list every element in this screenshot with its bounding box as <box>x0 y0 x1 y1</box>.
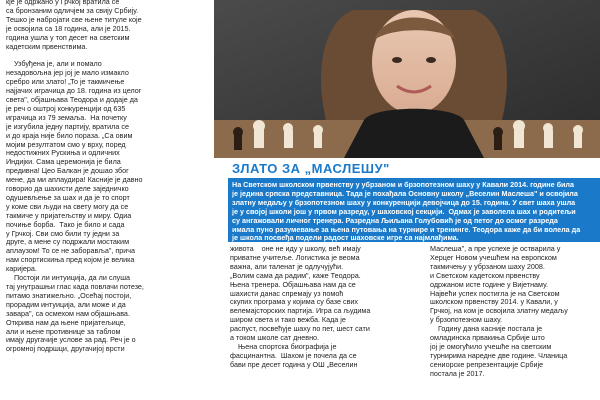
caption-text-line: На Светском школском првенству у убрзаном и брзопотезном шаху у Кавали 2014. године била <box>232 180 574 189</box>
article-text-line: у коме сви људи на свету могу да се <box>6 201 129 211</box>
article-text-line: турнирима наредне две године. Чланица <box>430 350 568 360</box>
article-text-line: живота оне не иду у школу, већ имају <box>230 245 361 253</box>
article-text-line: кадетским првенствима. <box>6 41 88 51</box>
article-text-line: шахисти данас спремају уз помоћ <box>230 288 344 298</box>
article-text-line: јој је омогућило учешће на светским <box>430 341 552 351</box>
article-text-line: Херцег Новом учешћем на европском <box>430 252 557 262</box>
article-text-line: бави пре десет година у ОШ „Веселин <box>230 359 358 369</box>
article-text-line: одржаном исте године у Вијетнаму. <box>430 279 548 289</box>
article-text-line: велемајсторских партија. Игра са људима <box>230 306 371 316</box>
article-text-line: Њена тренера. Објашњава нам да се <box>230 279 356 289</box>
article-text-line: света", објашњава Теодора и додаје да <box>6 94 138 104</box>
article-text-line: са бронзаним одличјем за свију Србију. <box>6 5 139 15</box>
article-text-line: почиње борба. Тако је било и сада <box>6 219 125 229</box>
article-text-line: огромној подршци, другачијој врсти <box>6 344 125 354</box>
caption-text-line: је школа посвеђа подели радост шаховске игре са најмлађима. <box>232 233 459 243</box>
article-text-line: аплаузом! То се не заборавља", прича <box>6 246 136 256</box>
article-text-line: година ушла у топ десет на светским <box>6 32 130 42</box>
article-text-line: скупих програма у којима су базе свих <box>230 297 358 307</box>
article-text-line: говорио да шахисти деле заједничко <box>6 184 129 194</box>
caption-text-line: су ангажовали личног тренера. Разредна Љиљана Голубовић је од петог до осмог разреда <box>232 215 558 225</box>
article-text-line: каријера. <box>6 264 37 274</box>
article-text-line: недостижних Рускиња и одличних <box>6 148 120 158</box>
article-text-line: а током школе сат дневно. <box>230 333 320 343</box>
article-text-line: предивна! Цео Балкан је дошао због <box>6 166 129 176</box>
article-text-line: распуст, посвећује шаху по пет, шест сати <box>230 324 370 334</box>
article-text-line: школском првенству 2014. у Кавали, у <box>430 297 558 307</box>
article-text-line: и Светском кадетском првенству <box>430 270 540 280</box>
article-text-line: Највећи успех постигла је на Светском <box>430 288 560 298</box>
article-text-line: питамо знатижељно. „Осећај постоји, <box>6 290 132 300</box>
article-text-line: Узбуђена је, али и помало <box>6 59 102 69</box>
article-text-line: важна, али таленат је одлучујући. <box>230 261 344 271</box>
article-text-line: нам спортискиња пред којом је велика <box>6 255 135 265</box>
article-text-line: најјачих играчица до 18. година из целог <box>6 86 142 96</box>
article-text-line: у Грчкој. Сви смо били ту једни за <box>6 228 120 238</box>
article-text-line: Тешко је набројати све њене титуле које <box>6 14 142 24</box>
caption-text-line: је једина српска представница. Тада је похађала Основну школу „Веселин Маслеша" и освојила <box>232 188 578 198</box>
photo-caption <box>230 180 600 244</box>
article-text-line: Индијки. Сама церемонија је била <box>6 157 121 167</box>
article-text-line: друге, а мене су подржали мостаким <box>6 237 130 247</box>
article-text-line: завара", са осмехом нам објашњава. <box>6 308 130 318</box>
article-text-line: сениорске репрезентације Србије <box>430 359 544 369</box>
article-headline: ЗЛАТО ЗА „МАСЛЕШУ" <box>232 161 390 176</box>
article-text-line: такмичењу у убрзаном шаху 2008. <box>430 261 545 271</box>
article-text-line: омладинска првакиња Србије што <box>430 333 545 343</box>
article-text-line: такмиче у пријатељству и миру. Одиа <box>6 210 132 220</box>
chess-player-photo <box>214 0 600 158</box>
article-text-line: играчица из 79 земаља. На почетку <box>6 112 127 122</box>
caption-text-line: златну медаљу у брзопотезном шаху у конкуренцији девојчица до 15. година. У свет шаха ушла <box>232 197 576 207</box>
article-text-line: „Волим сама да радим", каже Теодора. <box>230 270 361 280</box>
article-text-line: широм света и тако вежба. Када је <box>230 315 346 325</box>
article-text-line: мојим резултатом смо у врху, поред <box>6 139 126 149</box>
article-right-column <box>430 245 598 400</box>
article-text-line: је освојила са 18 година, али је 2015. <box>6 23 131 33</box>
article-text-line: је изгубила једну партију, вратила се <box>6 121 129 131</box>
article-text-line: одушевљење за шах и да је то спорт <box>6 192 130 202</box>
article-text-line: Открива нам да њене пријатељице, <box>6 317 126 327</box>
article-text-line: прорадим интуиција, али може и да <box>6 299 126 309</box>
article-text-line: Њена спортска биографија је <box>230 341 337 351</box>
article-text-line: постала је 2017. <box>430 368 485 378</box>
caption-text-line: је у својој школи још у првом разреду, у шаховској секцији. Одмах је заволела шах и родитељи <box>232 206 576 216</box>
article-text-line: Маслеша", а пре успехе је остварила у <box>430 245 561 253</box>
article-middle-column <box>230 245 418 400</box>
article-text-line: приватне учитеље. Логистика је веома <box>230 252 360 262</box>
article-text-line: у брзопотезном шаху. <box>430 315 503 325</box>
article-text-line: кје је одржано у Грчкој вратила се <box>6 0 120 6</box>
article-text-line: али и њене противнице за таблом <box>6 326 121 336</box>
article-text-line: мене, да ми аплаудира! Касније је давно <box>6 175 143 185</box>
article-text-line: је реч о оштрој конкуренцији од 635 <box>6 103 126 113</box>
article-text-line: незадовољна јер јој је мало измакло <box>6 68 129 78</box>
article-text-line: тај унутрашњи глас када повлачи потезе, <box>6 282 144 291</box>
article-left-column <box>6 0 206 400</box>
article-text-line: фасцинантна. Шахом је почела да се <box>230 350 357 360</box>
article-text-line: и до краја није било пораза. „Са овим <box>6 130 133 140</box>
article-text-line: имају другачије услове за рад. Реч је о <box>6 335 136 345</box>
caption-text <box>232 181 580 243</box>
article-text-line: Годину дана касније постала је <box>430 324 543 334</box>
article-text-line: сребро или злато! „То је такмичење <box>6 77 125 87</box>
article-text-line: Грчкој, на ком је освојила златну медаљу <box>430 306 568 316</box>
caption-text-line: имала пуно разумевање за њена путовања на турнире и тренинге. Теодора каже да би волела да <box>232 224 581 234</box>
article-text-line: Постоји ли интуиција, да ли слуша <box>6 273 130 283</box>
